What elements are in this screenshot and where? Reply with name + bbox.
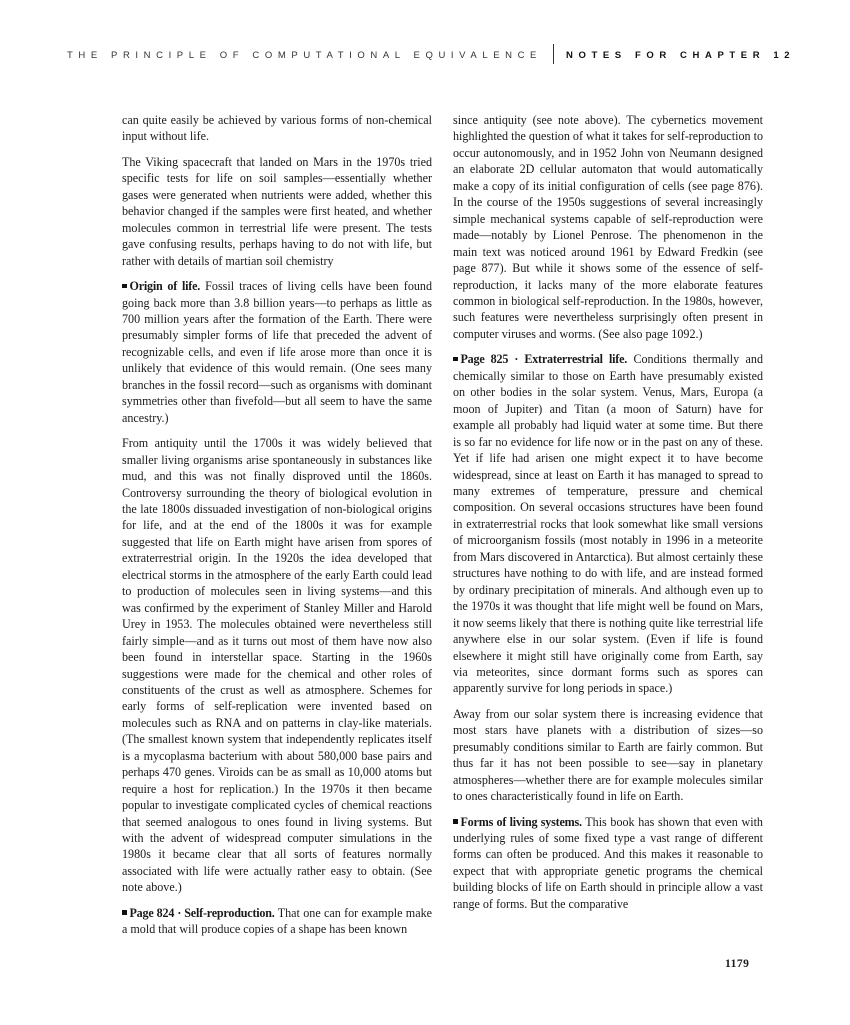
right-column xyxy=(453,112,763,921)
note-extraterrestrial-life xyxy=(453,351,763,697)
note-heading: Origin of life. xyxy=(129,279,201,294)
paragraph: can quite easily be achieved by various forms of non-chemical input without life. xyxy=(122,113,432,144)
book-title: THE PRINCIPLE OF COMPUTATIONAL EQUIVALENCE xyxy=(66,50,542,61)
bullet-square-icon xyxy=(453,819,458,824)
left-column xyxy=(122,112,432,947)
page-number: 1179 xyxy=(725,958,750,970)
note-text: That one can for example make a mold that will produce copies of a shape has been known xyxy=(122,905,432,937)
paragraph: From antiquity until the 1700s it was widely believed that smaller living organisms arise spontaneously in substances like mud, and this was not finally disproved until the 1860s. Controversy surrounding the theory of biological evolution in the late 1800s dissuaded investigation of non-biological origins for life, and at the end of the 1800s it was for example suggested that life on Earth might have arisen from spores of extraterrestrial origin. In the 1920s the idea developed that electrical storms in the atmosphere of the early Earth could lead to production of molecules seen in living systems—and this was confirmed by the experiment of Stanley Miller and Harold Urey in 1953. The molecules obtained were nevertheless still fairly simple—and as it turns out most of them have now also been found in interstellar space. Starting in the 1960s suggestions were made for the chemical and other roles of constituents of the crust as well as atmosphere. Schemes for early forms of self-replication were invented based on molecules such as RNA and on patterns in clay-like materials. (The smallest known system that independently replicates itself is a mycoplasma bacterium with about 580,000 base pairs and perhaps 470 genes. Viroids can be as small as 10,000 atoms but require a host for replication.) In the 1970s it then became popular to investigate complicated cycles of chemical reactions that seemed analogous to ones found in living systems. But with the advent of widespread computer simulations in the 1980s it became clear that all sorts of features normally associated with life were actually rather easy to obtain. (See note above.) xyxy=(122,436,432,895)
note-text: This book has shown that even with underlying rules of some fixed type a vast range of different forms can often be produced. And this makes it reasonable to expect that with appropriate genetic programs the chemical building blocks of life on Earth should in principle allow a vast range of forms. But the comparative xyxy=(453,814,763,911)
header-divider xyxy=(553,44,554,64)
note-heading: Forms of living systems. xyxy=(460,814,582,829)
note-forms-of-living-systems xyxy=(453,814,763,913)
note-heading: Page 824 · Self-reproduction. xyxy=(129,905,275,920)
note-heading: Page 825 · Extraterrestrial life. xyxy=(460,352,628,367)
bullet-square-icon xyxy=(122,910,127,915)
note-origin-of-life xyxy=(122,278,432,426)
paragraph: Away from our solar system there is increasing evidence that most stars have planets with a distribution of sizes—so presumably conditions similar to Earth are fairly common. But thus far it has not been possible to see—say in planetary atmospheres—whether there are for example molecules similar to ones characteristically found in life on Earth. xyxy=(453,706,763,804)
section-title: NOTES FOR CHAPTER 12 xyxy=(566,50,796,61)
bullet-square-icon xyxy=(122,284,127,289)
note-text: Fossil traces of living cells have been found going back more than 3.8 billion years—to perhaps as little as 700 million years after the formation of the Earth. There were presumably simpler forms of life that preceded the advent of recognizable cells, and even if life arose more than once it is unlikely that evidence of this would remain. (One sees many branches in the fossil record—such as organisms with dominant symmetries other than fivefold—but all seem to have the same ancestry.) xyxy=(122,279,433,425)
paragraph: The Viking spacecraft that landed on Mars in the 1970s tried specific tests for life on soil samples—essentially whether gases were generated when nutrients were added, whether this behavior changed if the samples were first heated, and whether molecules common in terrestrial life were present. The tests gave confusing results, perhaps having to do not with life, but rather with details of martian soil chemistry xyxy=(122,154,432,268)
paragraph: since antiquity (see note above). The cybernetics movement highlighted the question of what it takes for self-reproduction to occur autonomously, and in 1952 John von Neumann designed an elaborate 2D cellular automaton that would automatically make a copy of its initial configuration of cells (see page 876). In the course of the 1950s suggestions of several increasingly simple mechanical systems capable of self-reproduction were made—notably by Lionel Penrose. The phenomenon in the main text was noticed around 1961 by Edward Fredkin (see page 877). But while it shows some of the essence of self-reproduction, it lacks many of the more elaborate features common in biological self-reproduction. In the 1980s, however, such features were nevertheless surprisingly often present in computer viruses and worms. (See also page 1092.) xyxy=(453,113,763,341)
note-text: Conditions thermally and chemically similar to those on Earth have presumably existed on other bodies in the solar system. Venus, Mars, Europa (a moon of Jupiter) and Titan (a moon of Saturn) have for example all probably had liquid water at some time. But there is so far no evidence for life now or in the past on any of these. Yet if life had arisen one might expect it to have become widespread, since at least on Earth it has managed to spread to many extremes of temperature, pressure and chemical composition. On several occasions structures have been found in extraterrestrial rocks that look somewhat like small versions of microorganism fossils (most notably in 1996 in a meteorite from Mars discovered in Antarctica). But almost certainly these structures have nothing to do with life, and are instead formed by ordinary precipitation of minerals. And although even up to the 1970s it was thought that life might well be found on Mars, it now seems likely that there is nothing quite like terrestrial life anywhere else in our solar system. (Even if life is found elsewhere it might still have originally come from Earth, say via meteorites, since dormant forms such as spores can apparently survive for long periods in space.) xyxy=(453,352,764,696)
bullet-square-icon xyxy=(453,357,458,362)
running-head xyxy=(0,48,850,68)
note-self-reproduction xyxy=(122,905,432,938)
